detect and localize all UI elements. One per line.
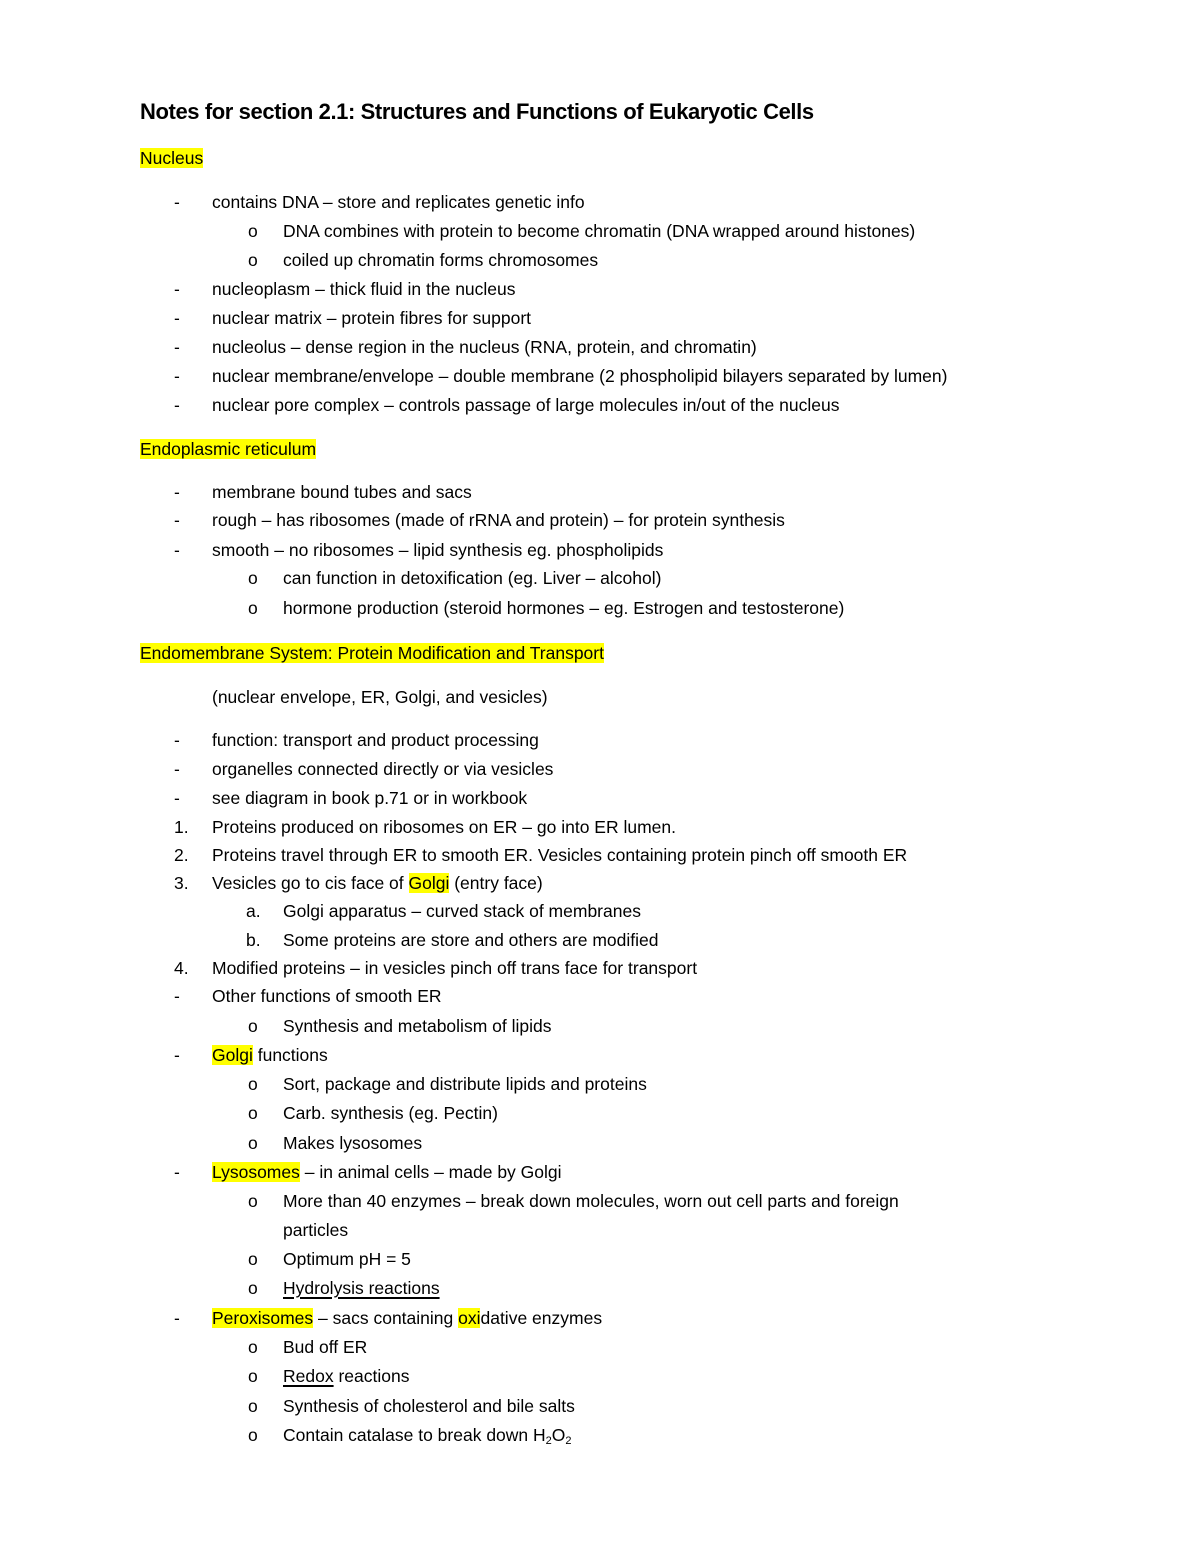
- sub-bullet: o: [248, 568, 258, 588]
- dash-bullet: -: [174, 1162, 180, 1182]
- sub-bullet: o: [248, 1103, 258, 1123]
- highlight-oxi: oxi: [458, 1308, 481, 1328]
- sub-bullet: o: [248, 1074, 258, 1094]
- sub-bullet: o: [248, 1133, 258, 1153]
- list-item: Proteins travel through ER to smooth ER. Vesicles containing protein pinch off smooth ER: [212, 845, 908, 865]
- dash-bullet: -: [174, 1308, 180, 1328]
- sub-bullet: o: [248, 221, 258, 241]
- page-title: Notes for section 2.1: Structures and Functions of Eukaryotic Cells: [140, 99, 814, 124]
- sub-bullet: o: [248, 1278, 258, 1298]
- list-item: Other functions of smooth ER: [212, 986, 442, 1006]
- list-item: DNA combines with protein to become chromatin (DNA wrapped around histones): [283, 221, 916, 241]
- dash-bullet: -: [174, 1045, 180, 1065]
- step-number: 2.: [174, 845, 189, 865]
- list-item: rough – has ribosomes (made of rRNA and protein) – for protein synthesis: [212, 510, 785, 530]
- sub-bullet: o: [248, 1191, 258, 1211]
- sub-letter: a.: [246, 901, 261, 921]
- list-item: Bud off ER: [283, 1337, 368, 1357]
- list-item: contains DNA – store and replicates genetic info: [212, 192, 585, 212]
- list-item: Synthesis of cholesterol and bile salts: [283, 1396, 575, 1416]
- underlined-redox: Redox: [283, 1366, 334, 1386]
- list-item: nuclear pore complex – controls passage of large molecules in/out of the nucleus: [212, 395, 840, 415]
- list-item: Hydrolysis reactions: [283, 1278, 440, 1298]
- heading-endomembrane-system: Endomembrane System: Protein Modification and Transport: [140, 643, 604, 663]
- highlight-peroxisomes: Peroxisomes: [212, 1308, 314, 1328]
- sub-bullet: o: [248, 598, 258, 618]
- list-item: coiled up chromatin forms chromosomes: [283, 250, 599, 270]
- list-item: membrane bound tubes and sacs: [212, 482, 472, 502]
- highlight-golgi: Golgi: [212, 1045, 253, 1065]
- heading-nucleus: Nucleus: [140, 148, 204, 168]
- dash-bullet: -: [174, 279, 180, 299]
- dash-bullet: -: [174, 759, 180, 779]
- list-item: Optimum pH = 5: [283, 1249, 411, 1269]
- list-item: Sort, package and distribute lipids and proteins: [283, 1074, 647, 1094]
- list-item-continuation: particles: [283, 1220, 349, 1240]
- step-number: 1.: [174, 817, 189, 837]
- list-item: can function in detoxification (eg. Liver – alcohol): [283, 568, 662, 588]
- sub-bullet: o: [248, 1425, 258, 1445]
- list-item: hormone production (steroid hormones – eg. Estrogen and testosterone): [283, 598, 845, 618]
- list-item: nuclear matrix – protein fibres for support: [212, 308, 532, 328]
- dash-bullet: -: [174, 788, 180, 808]
- list-item: Peroxisomes – sacs containing oxidative enzymes: [212, 1308, 603, 1328]
- step-number: 3.: [174, 873, 189, 893]
- dash-bullet: -: [174, 730, 180, 750]
- list-item: Redox reactions: [283, 1366, 410, 1386]
- highlight-lysosomes: Lysosomes: [212, 1162, 300, 1182]
- sub-bullet: o: [248, 1016, 258, 1036]
- list-item: Makes lysosomes: [283, 1133, 423, 1153]
- list-item: More than 40 enzymes – break down molecules, worn out cell parts and foreign: [283, 1191, 899, 1211]
- list-item: Synthesis and metabolism of lipids: [283, 1016, 552, 1036]
- list-item: Vesicles go to cis face of Golgi (entry face): [212, 873, 543, 893]
- list-item: see diagram in book p.71 or in workbook: [212, 788, 528, 808]
- dash-bullet: -: [174, 540, 180, 560]
- list-item: nucleoplasm – thick fluid in the nucleus: [212, 279, 516, 299]
- dash-bullet: -: [174, 482, 180, 502]
- dash-bullet: -: [174, 986, 180, 1006]
- list-item: Modified proteins – in vesicles pinch off trans face for transport: [212, 958, 698, 978]
- dash-bullet: -: [174, 510, 180, 530]
- dash-bullet: -: [174, 192, 180, 212]
- sub-bullet: o: [248, 1337, 258, 1357]
- sub-bullet: o: [248, 250, 258, 270]
- list-item: organelles connected directly or via vesicles: [212, 759, 554, 779]
- sub-bullet: o: [248, 1366, 258, 1386]
- sub-letter: b.: [246, 930, 261, 950]
- list-item: Carb. synthesis (eg. Pectin): [283, 1103, 498, 1123]
- list-item: Lysosomes – in animal cells – made by Golgi: [212, 1162, 562, 1182]
- list-item: Proteins produced on ribosomes on ER – go into ER lumen.: [212, 817, 677, 837]
- list-item: Contain catalase to break down $H_2O_2$: [283, 1425, 572, 1447]
- list-item: Golgi apparatus – curved stack of membranes: [283, 901, 641, 921]
- list-item: Some proteins are store and others are modified: [283, 930, 659, 950]
- section-note: (nuclear envelope, ER, Golgi, and vesicles): [212, 687, 548, 707]
- dash-bullet: -: [174, 395, 180, 415]
- list-item: Golgi functions: [212, 1045, 328, 1065]
- dash-bullet: -: [174, 308, 180, 328]
- list-item: function: transport and product processing: [212, 730, 539, 750]
- list-item: nucleolus – dense region in the nucleus (RNA, protein, and chromatin): [212, 337, 757, 357]
- dash-bullet: -: [174, 366, 180, 386]
- heading-endoplasmic-reticulum: Endoplasmic reticulum: [140, 439, 317, 459]
- sub-bullet: o: [248, 1396, 258, 1416]
- highlight-golgi: Golgi: [408, 873, 450, 893]
- list-item: nuclear membrane/envelope – double membrane (2 phospholipid bilayers separated by lumen): [212, 366, 948, 386]
- sub-bullet: o: [248, 1249, 258, 1269]
- step-number: 4.: [174, 958, 189, 978]
- list-item: smooth – no ribosomes – lipid synthesis eg. phospholipids: [212, 540, 664, 560]
- dash-bullet: -: [174, 337, 180, 357]
